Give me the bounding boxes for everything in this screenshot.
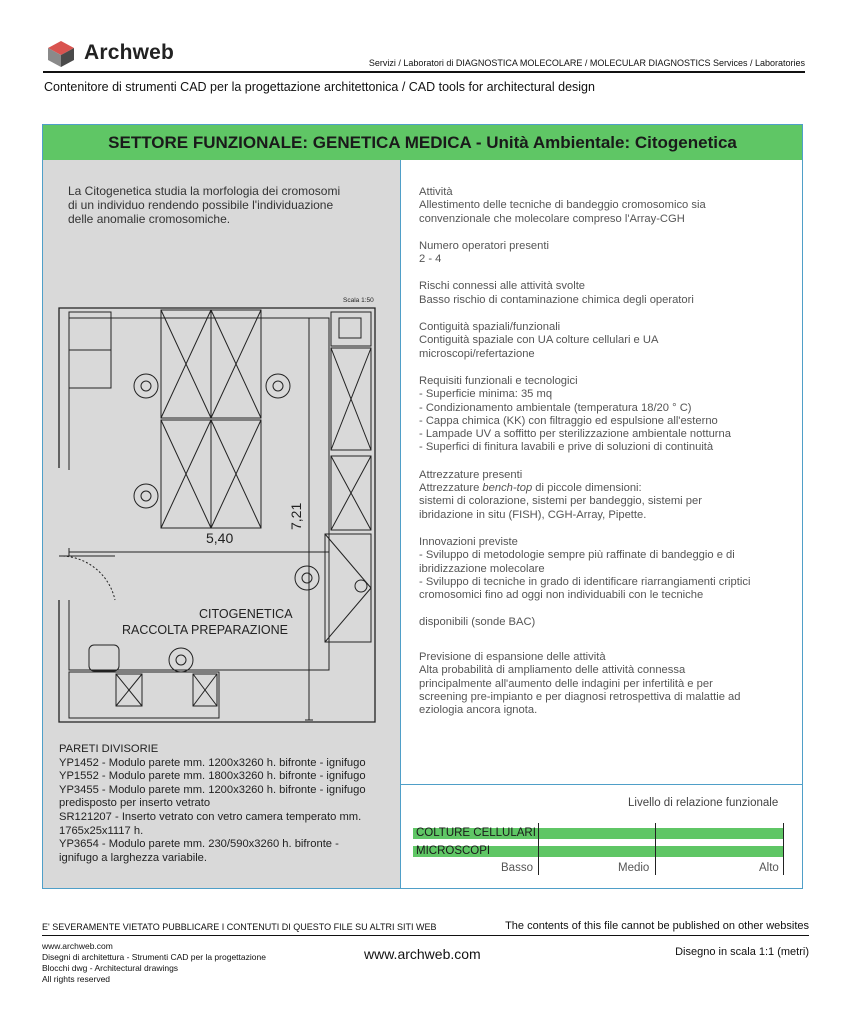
- section-body: Allestimento delle tecniche di bandeggio cromosomico sia convenzionale che molecolare compreso l'Array-CGH: [419, 199, 706, 225]
- plan-depth-dimension: 7,21: [288, 502, 304, 530]
- partition-walls-list: [59, 743, 399, 865]
- page-title: SETTORE FUNZIONALE: GENETICA MEDICA - Unità Ambientale: Citogenetica: [108, 133, 737, 152]
- section-heading: Previsione di espansione delle attività: [419, 651, 606, 664]
- section-innovations: [419, 536, 799, 629]
- equipment-line1-pre: Attrezzature: [419, 482, 483, 495]
- section-operators: [419, 240, 799, 267]
- section-requirements: [419, 375, 799, 455]
- innovations-tail: disponibili (sonde BAC): [419, 615, 536, 628]
- partition-walls-title: PARETI DIVISORIE: [59, 743, 159, 755]
- scale-label-alto: Alto: [759, 862, 779, 874]
- section-heading: Numero operatori presenti: [419, 239, 549, 252]
- title-banner: [43, 125, 802, 160]
- section-body: Alta probabilità di ampliamento delle attività connessa principalmente all'aumento delle indagini per infertilità e per screening pre-impianto e per diagnosi retrospettiva di malattie ad eziologia ancora ignota.: [419, 664, 741, 717]
- partition-walls-body: YP1452 - Modulo parete mm. 1200x3260 h. bifronte - ignifugo YP1552 - Modulo parete mm. 1800x3260 h. bifronte - ignifugo YP3455 - Modulo parete mm. 1200x3260 h. bifronte - ignifugo predisposto per inserto vetrato SR121207 - Inserto vetrato con vetro camera temperato mm. 1765x25x1117 h. YP3654 - Modulo parete mm. 230/590x3260 h. bifronte - ignifugo a larghezza variabile.: [59, 756, 366, 864]
- section-risks: [419, 280, 799, 307]
- archweb-logo-icon: [46, 40, 76, 68]
- brand-name[interactable]: Archweb: [84, 41, 175, 64]
- equipment-bench-top: bench-top: [482, 482, 533, 495]
- scale-label-medio: Medio: [618, 862, 650, 874]
- drawing-scale-note: Disegno in scala 1:1 (metri): [675, 946, 809, 958]
- relation-label: COLTURE CELLULARI: [416, 827, 536, 839]
- scale-tick-basso: [538, 823, 539, 875]
- floor-plan: [43, 290, 400, 730]
- footer-info: www.archweb.com Disegni di architettura - Strumenti CAD per la progettazione Blocchi dwg - Architectural drawings All rights reserved: [42, 941, 266, 984]
- section-body: - Superficie minima: 35 mq - Condizionamento ambientale (temperatura 18/20 ° C) - Cappa chimica (KK) con filtraggio ed espulsione all'esterno - Lampade UV a soffitto per sterilizzazione ambientale notturna - Superfici di finitura lavabili e prive di soluzioni di continuità: [419, 388, 731, 454]
- section-heading: Requisiti funzionali e tecnologici: [419, 374, 578, 387]
- section-heading: Attività: [419, 186, 453, 198]
- section-expansion: [419, 651, 799, 717]
- section-body: Basso rischio di contaminazione chimica degli operatori: [419, 293, 694, 306]
- room-name-line1: CITOGENETICA: [199, 607, 293, 621]
- relations-title: Livello di relazione funzionale: [628, 797, 779, 809]
- copyright-warning-en: The contents of this file cannot be published on other websites: [505, 920, 809, 932]
- copyright-warning-it: E' SEVERAMENTE VIETATO PUBBLICARE I CONTENUTI DI QUESTO FILE SU ALTRI SITI WEB: [42, 922, 437, 932]
- relations-divider: [400, 784, 802, 785]
- header-divider: [43, 71, 805, 73]
- section-heading: Rischi connessi alle attività svolte: [419, 280, 586, 293]
- equipment-rest: sistemi di colorazione, sistemi per bandeggio, sistemi per ibridazione in situ (FISH), CGH-Array, Pipette.: [419, 495, 702, 521]
- section-activities: [419, 186, 799, 226]
- plan-width-dimension: 5,40: [206, 530, 234, 546]
- section-body: - Sviluppo di metodologie sempre più raffinate di bandeggio e di ibridizzazione molecolare - Sviluppo di tecniche in grado di identificare riarrangiamenti criptici cromosomici fino ad oggi non individuabili con le tecniche: [419, 549, 751, 602]
- section-heading: Innovazioni previste: [419, 535, 518, 548]
- footer-divider: [42, 935, 809, 936]
- relation-label: MICROSCOPI: [416, 845, 491, 857]
- tagline: Contenitore di strumenti CAD per la progettazione architettonica / CAD tools for architectural design: [44, 80, 595, 94]
- plan-scale-label: Scala 1:50: [343, 297, 374, 304]
- footer-link[interactable]: www.archweb.com: [364, 946, 481, 962]
- scale-label-basso: Basso: [501, 862, 533, 874]
- section-contiguity: [419, 321, 799, 361]
- section-body: 2 - 4: [419, 253, 442, 266]
- equipment-line1-post: di piccole dimensioni:: [532, 482, 642, 495]
- room-name-line2: RACCOLTA PREPARAZIONE: [122, 623, 289, 637]
- section-equipment: [419, 469, 799, 522]
- requirements-column: [419, 186, 799, 732]
- scale-tick-medio: [655, 823, 656, 875]
- section-heading: Attrezzature presenti: [419, 468, 523, 481]
- section-body: Contiguità spaziale con UA colture cellulari e UA microscopi/refertazione: [419, 334, 659, 360]
- scale-tick-alto: [783, 823, 784, 875]
- left-panel: [43, 160, 401, 888]
- section-heading: Contiguità spaziali/funzionali: [419, 321, 561, 334]
- breadcrumb: Servizi / Laboratori di DIAGNOSTICA MOLECOLARE / MOLECULAR DIAGNOSTICS Services / Laboratories: [368, 58, 805, 68]
- intro-text: La Citogenetica studia la morfologia dei cromosomi di un individuo rendendo possibile l'individuazione delle anomalie cromosomiche.: [68, 184, 341, 226]
